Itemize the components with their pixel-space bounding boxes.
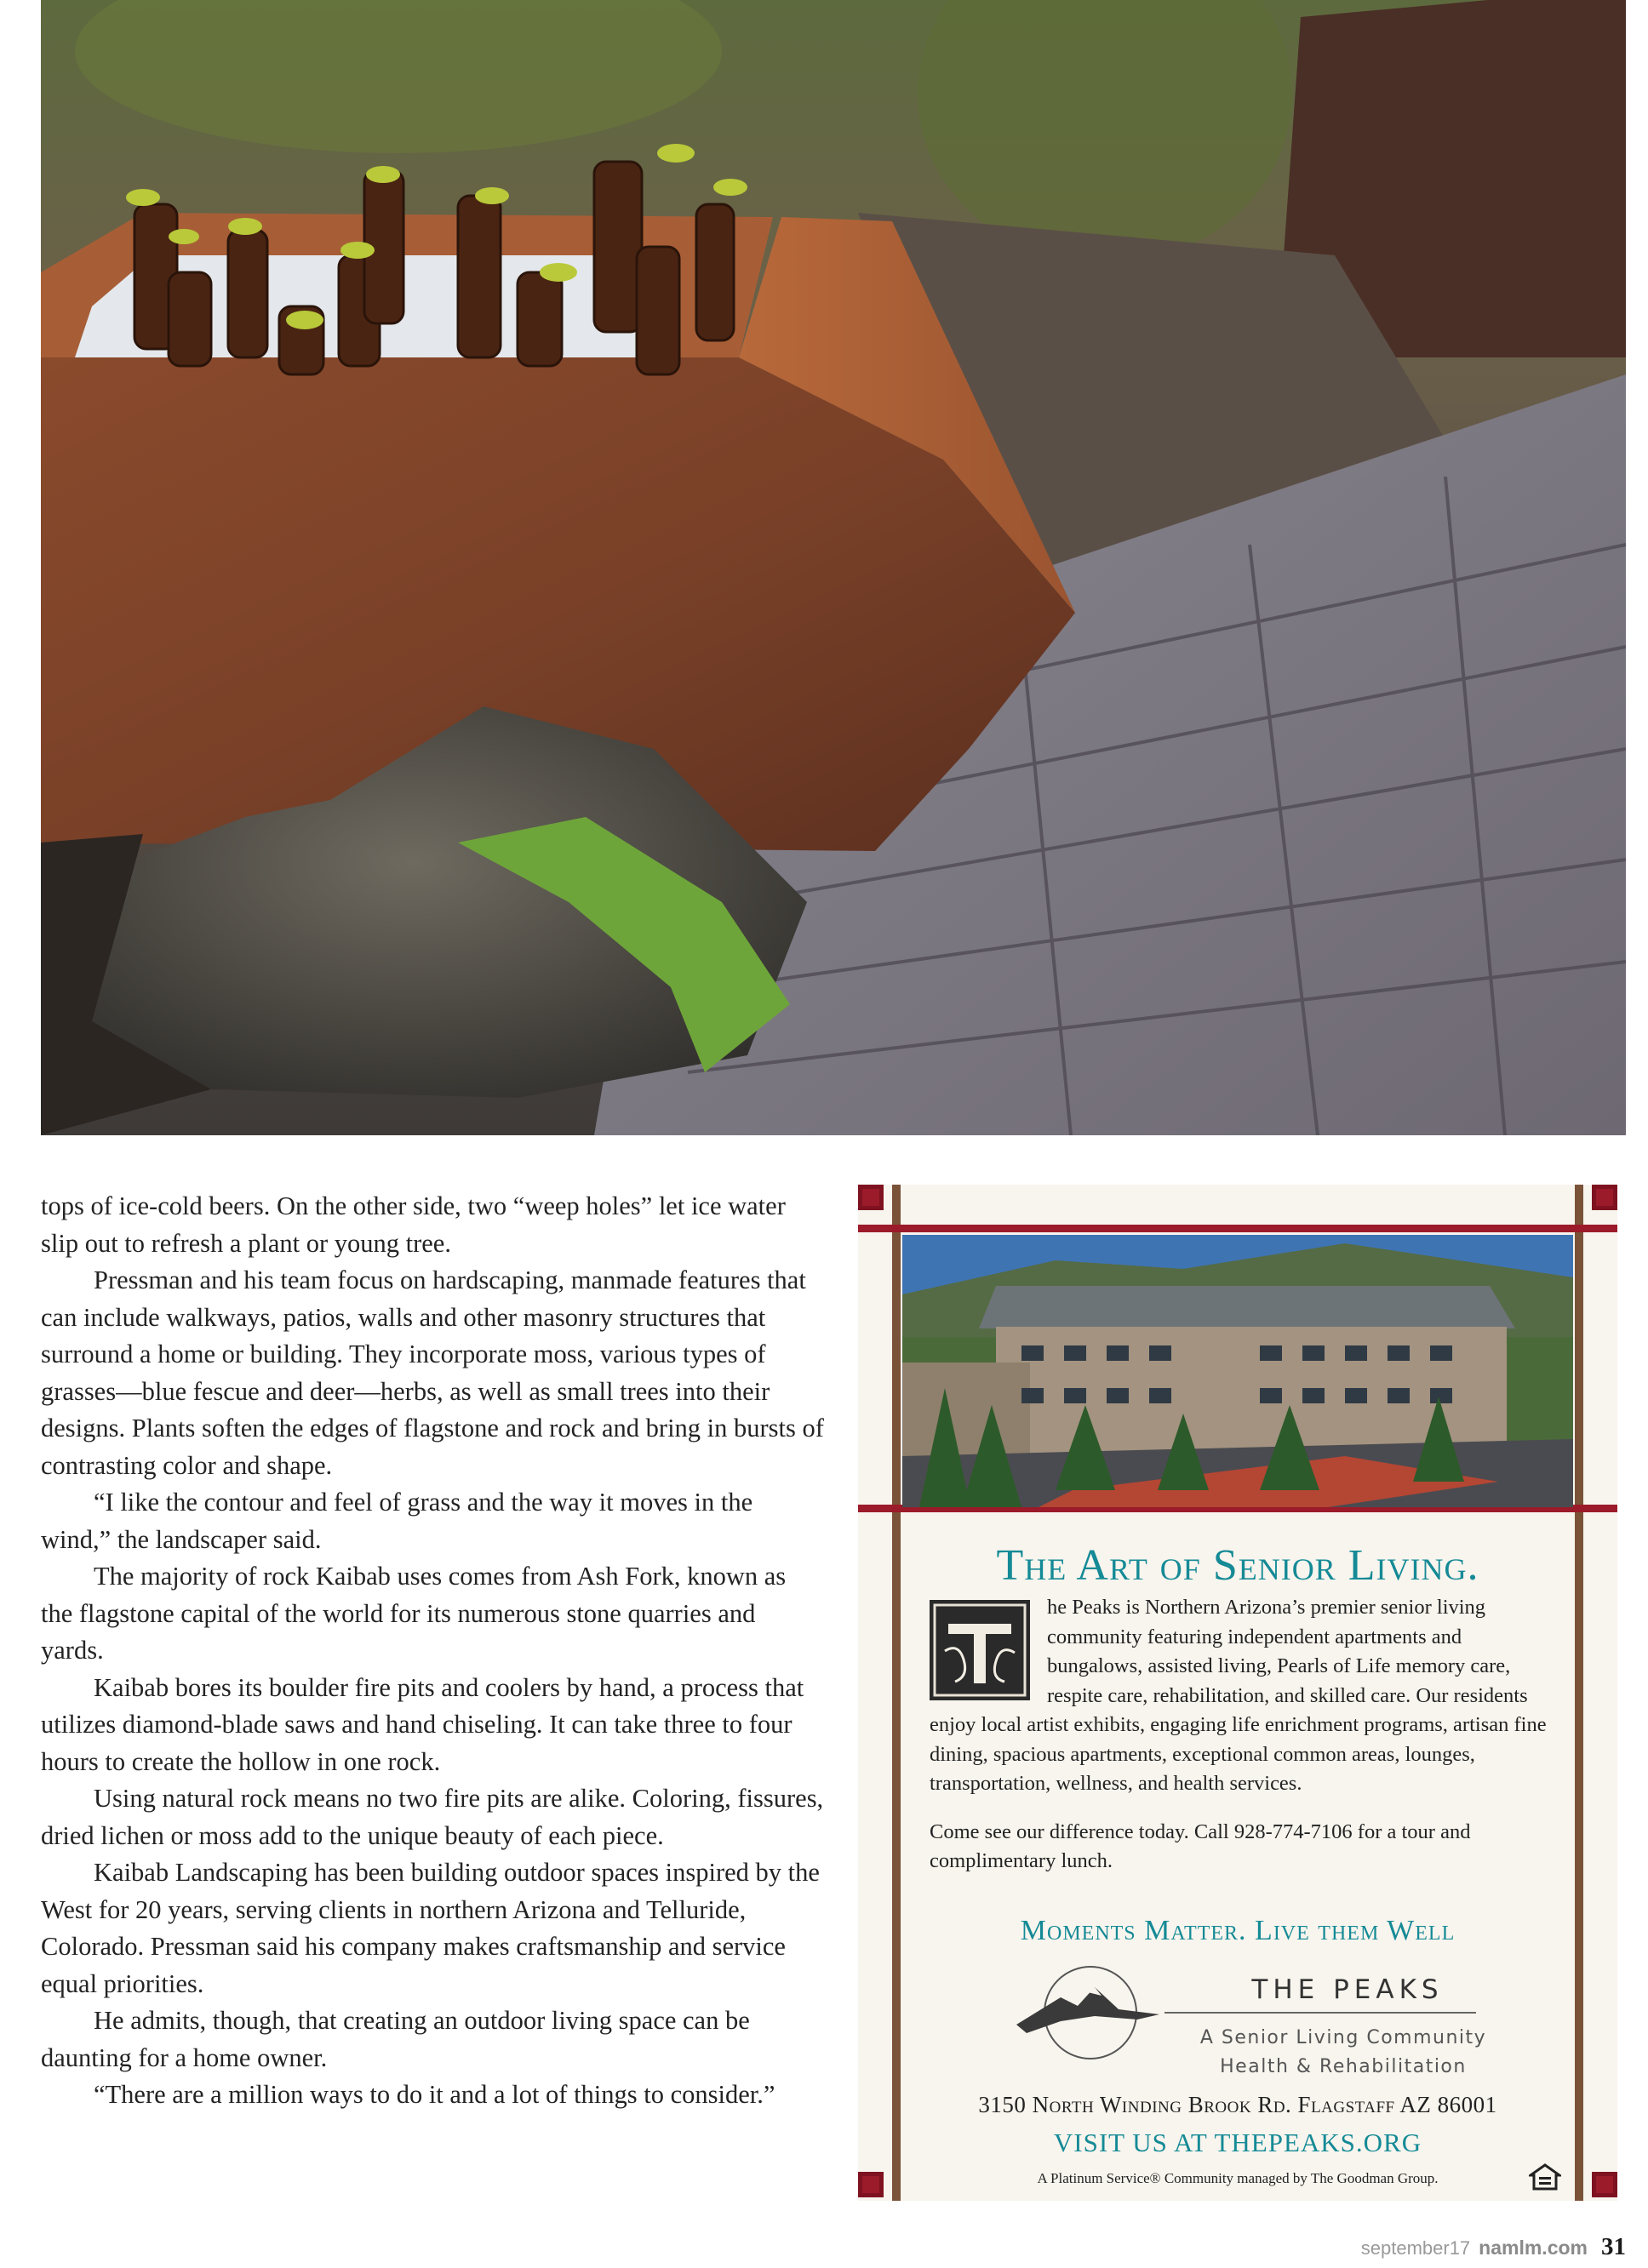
ad-frame-left bbox=[892, 1185, 901, 2201]
ad-cta-paragraph: Come see our difference today. Call 928-774-7106 for a tour and complimentary lunch. bbox=[930, 1820, 1471, 1872]
logo-subtitle-2: Health & Rehabilitation bbox=[1220, 2056, 1467, 2077]
issue-label: september17 bbox=[1360, 2237, 1471, 2259]
ad-building-photo bbox=[902, 1235, 1573, 1507]
page-footer bbox=[1361, 2233, 1626, 2261]
page-number: 31 bbox=[1601, 2233, 1626, 2260]
logo-name: THE PEAKS bbox=[1251, 1974, 1444, 2005]
ad-body bbox=[930, 1593, 1551, 1877]
peaks-advertisement[interactable] bbox=[858, 1185, 1617, 2201]
article-body bbox=[41, 1188, 824, 2114]
hero-photo bbox=[41, 0, 1626, 1135]
article-paragraph: tops of ice-cold beers. On the other side, two “weep holes” let ice water slip out to refresh a plant or young tree. bbox=[41, 1191, 786, 1258]
site-label: namlm.com bbox=[1479, 2237, 1588, 2259]
stone-cooler-illustration bbox=[41, 0, 1626, 1135]
article-paragraph: “I like the contour and feel of grass and the way it moves in the wind,” the landscaper said. bbox=[41, 1488, 753, 1554]
building-illustration bbox=[902, 1235, 1573, 1507]
article-paragraph: Kaibab Landscaping has been building outdoor spaces inspired by the West for 20 years, serving clients in northern Arizona and Telluride, Colorado. Pressman said his company makes craftsmanship and service equal priorities. bbox=[41, 1858, 820, 1998]
logo-subtitle: A Senior Living Community bbox=[1199, 2027, 1487, 2048]
ad-address: 3150 North Winding Brook Rd. Flagstaff AZ 86001 bbox=[978, 2092, 1497, 2117]
article-paragraph: “There are a million ways to do it and a lot of things to consider.” bbox=[94, 2080, 775, 2109]
dropcap-t-ornament bbox=[930, 1600, 1030, 1700]
ad-corner-ornament bbox=[858, 1185, 884, 1210]
article-paragraph: Pressman and his team focus on hardscaping, manmade features that can include walkways, patios, walls and other masonry structures that surround a home or building. They incorporate moss, various types of grasses—blue fescue and deer—herbs, as well as small trees into their designs. Plants soften the edges of flagstone and rock and bring in bursts of contrasting color and shape. bbox=[41, 1265, 824, 1480]
ad-heading: The Art of Senior Living. bbox=[996, 1541, 1479, 1590]
logo-divider bbox=[1164, 2012, 1476, 2014]
ad-corner-ornament bbox=[858, 2172, 884, 2197]
article-paragraph: Kaibab bores its boulder fire pits and coolers by hand, a process that utilizes diamond-blade saws and hand chiseling. It can take three to four hours to create the hollow in one rock. bbox=[41, 1672, 804, 1776]
ad-rule-top bbox=[858, 1225, 1617, 1232]
ad-tagline: Moments Matter. Live them Well bbox=[1020, 1915, 1456, 1946]
ad-frame-right bbox=[1575, 1185, 1583, 2201]
article-paragraph: Using natural rock means no two fire pits are alike. Coloring, fissures, dried lichen or moss add to the unique beauty of each piece. bbox=[41, 1784, 824, 1850]
ad-website-link[interactable]: VISIT US AT THEPEAKS.ORG bbox=[1053, 2128, 1422, 2157]
article-paragraph: The majority of rock Kaibab uses comes from Ash Fork, known as the flagstone capital of the world for its numerous stone quarries and yards. bbox=[41, 1562, 787, 1665]
equal-housing-icon bbox=[1529, 2163, 1561, 2192]
ad-managed-by: A Platinum Service® Community managed by The Goodman Group. bbox=[1037, 2170, 1439, 2186]
article-paragraph: He admits, though, that creating an outdoor living space can be daunting for a home owner. bbox=[41, 2006, 750, 2072]
ad-body-paragraph: he Peaks is Northern Arizona’s premier senior living community featuring independent apartments and bungalows, assisted living, Pearls of Life memory care, respite care, rehabilitation, and skilled care. Our residents enjoy local artist exhibits, engaging life enrichment programs, artisan fine dining, spacious apartments, exceptional common areas, lounges, transportation, wellness, and health services. bbox=[930, 1596, 1547, 1795]
ad-corner-ornament bbox=[1592, 2172, 1617, 2197]
ad-corner-ornament bbox=[1592, 1185, 1617, 1210]
mountain-logo-icon bbox=[1010, 1963, 1163, 2062]
